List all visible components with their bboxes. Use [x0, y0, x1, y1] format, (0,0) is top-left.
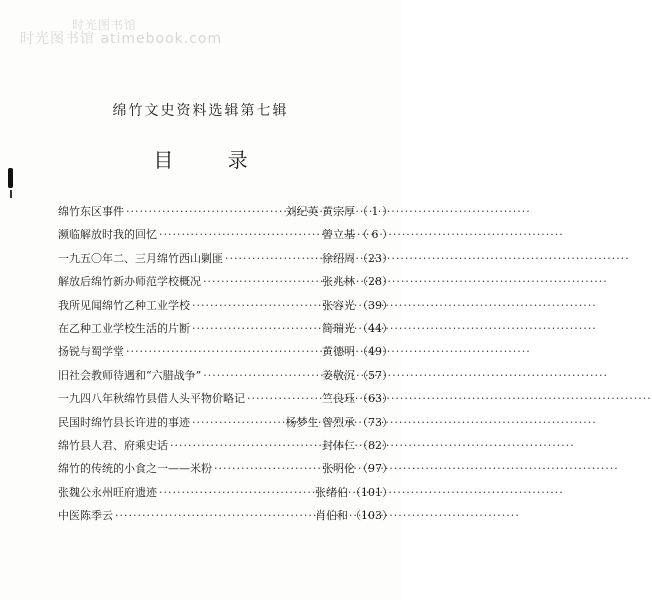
- entry-page: （ 6 ）: [357, 228, 393, 242]
- entry-title: 在乙种工业学校生活的片断: [58, 321, 190, 335]
- entry-page: （73）: [357, 415, 393, 429]
- entry-author: 姜敬沉: [322, 368, 355, 382]
- entry-title: 民国时绵竹县长许进的事迹: [58, 415, 190, 429]
- entry-author: 刘纪英 黄宗厚: [285, 205, 355, 218]
- entry-author: 张绪伯: [315, 485, 348, 499]
- entry-title: 扬锐与蜀学堂: [58, 345, 124, 359]
- toc-entry[interactable]: [58, 343, 393, 366]
- entry-author: 黄德明: [322, 345, 355, 359]
- entry-author: 简瑞光: [322, 321, 355, 335]
- entry-title: 旧社会教师待遇和“六腊战争”: [58, 368, 202, 382]
- toc-list: [58, 203, 393, 530]
- entry-author: 竺良珏: [322, 392, 355, 406]
- entry-title: 中医陈季云: [58, 509, 113, 523]
- entry-author: 张容光: [322, 298, 355, 312]
- series-title: 绵竹文史资料选辑第七辑: [112, 103, 289, 119]
- entry-title: 绵竹的传统的小食之一——米粉: [58, 462, 212, 476]
- entry-page: （39）: [357, 298, 393, 312]
- toc-entry[interactable]: [58, 460, 393, 483]
- toc-heading: 目 录: [153, 148, 272, 172]
- toc-entry[interactable]: [58, 226, 393, 249]
- dot-leader: [159, 228, 320, 241]
- entry-page: （57）: [357, 368, 393, 382]
- entry-page: （63）: [357, 392, 393, 406]
- entry-author: 肖伯和: [315, 509, 348, 523]
- dot-leader: [159, 486, 313, 499]
- entry-page: （44）: [357, 321, 393, 335]
- toc-entry[interactable]: [58, 273, 393, 296]
- binding-mark: [8, 168, 13, 188]
- dot-leader: [203, 275, 320, 288]
- dot-leader: [225, 252, 320, 265]
- dot-leader: [170, 439, 320, 452]
- entry-title: 一九四八年秋绵竹县借人头平物价略记: [58, 392, 245, 406]
- toc-entry[interactable]: [58, 297, 393, 320]
- dot-leader: [247, 392, 320, 405]
- toc-entry[interactable]: [58, 250, 393, 273]
- dot-leader: [192, 299, 320, 312]
- watermark-sub: 时光图书馆: [72, 18, 138, 32]
- entry-author: 张明伦: [322, 462, 355, 476]
- toc-entry[interactable]: [58, 320, 393, 343]
- dot-leader: [192, 322, 320, 335]
- entry-author: 杨梦生 曾烈承: [285, 415, 355, 429]
- toc-entry[interactable]: [58, 203, 393, 226]
- entry-page: （82）: [357, 438, 393, 452]
- entry-page: （101）: [350, 485, 393, 499]
- entry-page: （49）: [357, 345, 393, 359]
- dot-leader: [192, 416, 284, 429]
- entry-title: 解放后绵竹新办师范学校概况: [58, 275, 201, 289]
- toc-entry[interactable]: [58, 484, 393, 507]
- dot-leader: [214, 462, 320, 475]
- toc-entry[interactable]: [58, 367, 393, 390]
- entry-title: 绵竹东区事件: [58, 205, 124, 218]
- toc-entry[interactable]: [58, 507, 393, 530]
- entry-page: （103）: [350, 509, 393, 523]
- dot-leader: [126, 205, 284, 218]
- dot-leader: [126, 345, 320, 358]
- binding-mark-tail: [10, 190, 12, 198]
- entry-title: 我所见闻绵竹乙种工业学校: [58, 298, 190, 312]
- entry-page: （28）: [357, 275, 393, 289]
- entry-title: 张魏公永州旺府遗迹: [58, 485, 157, 499]
- entry-author: 曾立基: [322, 228, 355, 242]
- entry-page: （97）: [357, 462, 393, 476]
- entry-title: 濒临解放时我的回忆: [58, 228, 157, 242]
- entry-page: （ 1 ）: [357, 205, 393, 218]
- entry-author: 徐绍周: [322, 251, 355, 265]
- entry-title: 绵竹县人君、府乘史话: [58, 438, 168, 452]
- toc-entry[interactable]: [58, 414, 393, 437]
- dot-leader: [203, 369, 320, 382]
- toc-entry[interactable]: [58, 390, 393, 413]
- entry-title: 一九五〇年二、三月绵竹西山剿匪: [58, 251, 223, 265]
- entry-author: 张兆林: [322, 275, 355, 289]
- toc-entry[interactable]: [58, 437, 393, 460]
- entry-author: 封体仁: [322, 438, 355, 452]
- watermark: [20, 18, 223, 48]
- watermark-text: 时光图书馆 atimebook.com: [20, 31, 223, 47]
- entry-page: （23）: [357, 251, 393, 265]
- dot-leader: [115, 509, 313, 522]
